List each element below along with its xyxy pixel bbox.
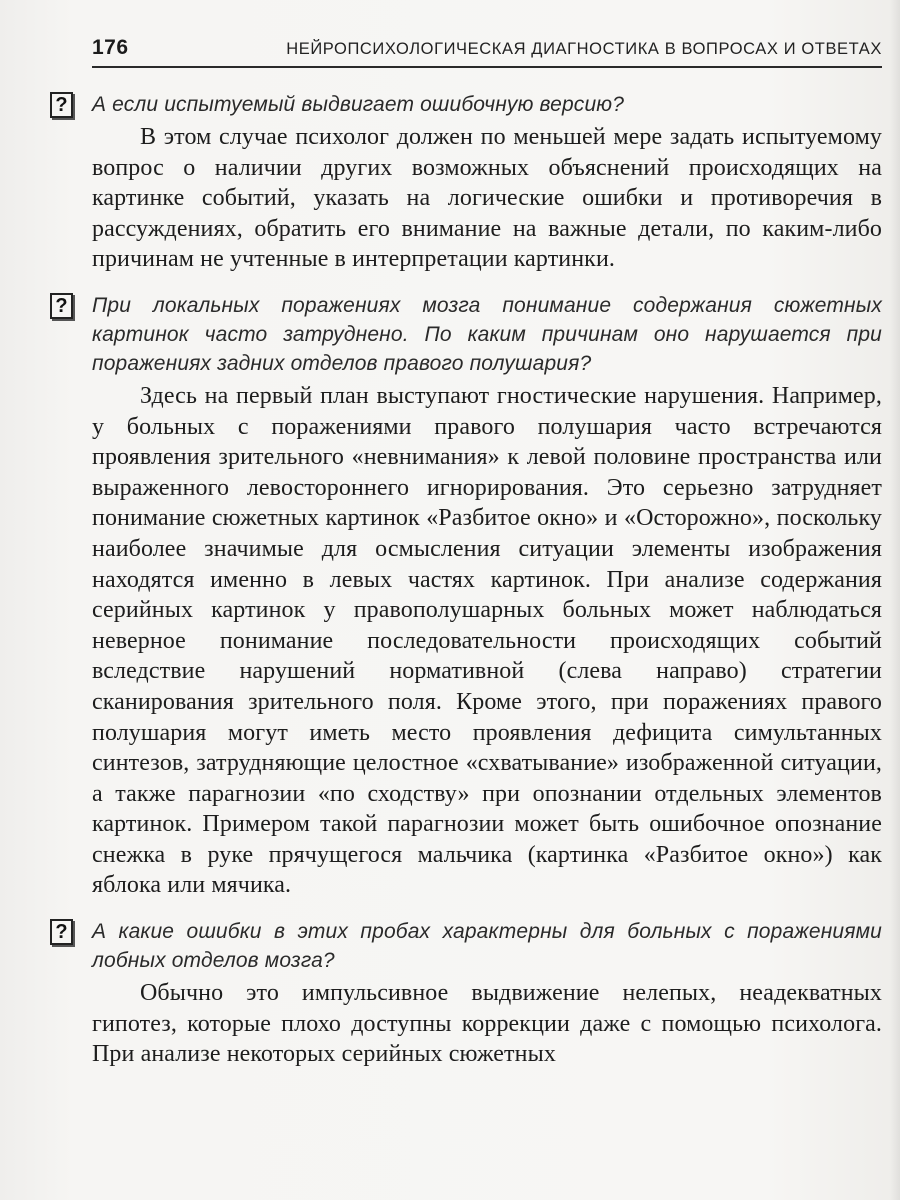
answer-1: В этом случае психолог должен по меньшей мере задать испытуемому вопрос о наличии других возможных объяснений происходящих на картинке событий, указать на логические ошибки и противоречия в рассуждениях, обратить его внимание на важные детали, по каким-либо причинам не учтенные в интерпретации картинки. (92, 124, 882, 273)
question-text: А если испытуемый выдвигает ошибочную версию? (92, 93, 625, 116)
question-text: При локальных поражениях мозга понимание содержания сюжетных картинок часто затруднено. По каким причинам оно нарушается при поражениях задних отделов правого полушария? (92, 293, 882, 375)
page-edge-shadow (890, 0, 900, 1200)
answer-2: Здесь на первый план выступают гностические нарушения. Например, у больных с поражениями правого полушария часто встречаются проявления зрительного «невнимания» к левой половине пространства или выраженного левостороннего игнорирования. Это серьезно затрудняет понимание сюжетных картинок «Разбитое окно» и «Осторожно», поскольку наиболее значимые для осмысления ситуации элементы изображения находятся именно в левых частях картинок. При анализе содержания серийных картинок у правополушарных больных может наблюдаться неверное понимание последовательности происходящих событий вследствие нарушений нормативной (слева направо) стратегии сканирования зрительного поля. Кроме этого, при поражениях правого полушария могут иметь место проявления дефицита симультанных синтезов, затрудняющие целостное «схватывание» изображенной ситуации, а также парагнозии «по сходству» при опознании отдельных элементов картинок. Примером такой парагнозии может быть ошибочное опознание снежка в руке прячущегося мальчика (картинка «Разбитое окно») как яблока или мячика. (92, 382, 882, 899)
page-number: 176 (92, 36, 129, 59)
answer-3: Обычно это импульсивное выдвижение нелепых, неадекватных гипотез, которые плохо доступны коррекции даже с помощью психолога. При анализе некоторых серийных сюжетных (92, 980, 882, 1068)
question-2 (55, 291, 882, 378)
qa-block-3 (55, 917, 882, 1070)
question-mark-icon: ? (50, 919, 73, 945)
question-3 (55, 917, 882, 975)
question-mark-icon: ? (50, 92, 73, 118)
question-text: А какие ошибки в этих пробах характерны для больных с поражениями лобных отделов мозга? (92, 920, 882, 973)
page-content (55, 90, 882, 1086)
qa-block-2 (55, 291, 882, 901)
qa-block-1 (55, 90, 882, 275)
question-1 (55, 90, 882, 119)
question-mark-icon: ? (50, 293, 73, 319)
page-header (92, 36, 882, 68)
running-title: НЕЙРОПСИХОЛОГИЧЕСКАЯ ДИАГНОСТИКА В ВОПРОСАХ И ОТВЕТАХ (286, 40, 882, 58)
